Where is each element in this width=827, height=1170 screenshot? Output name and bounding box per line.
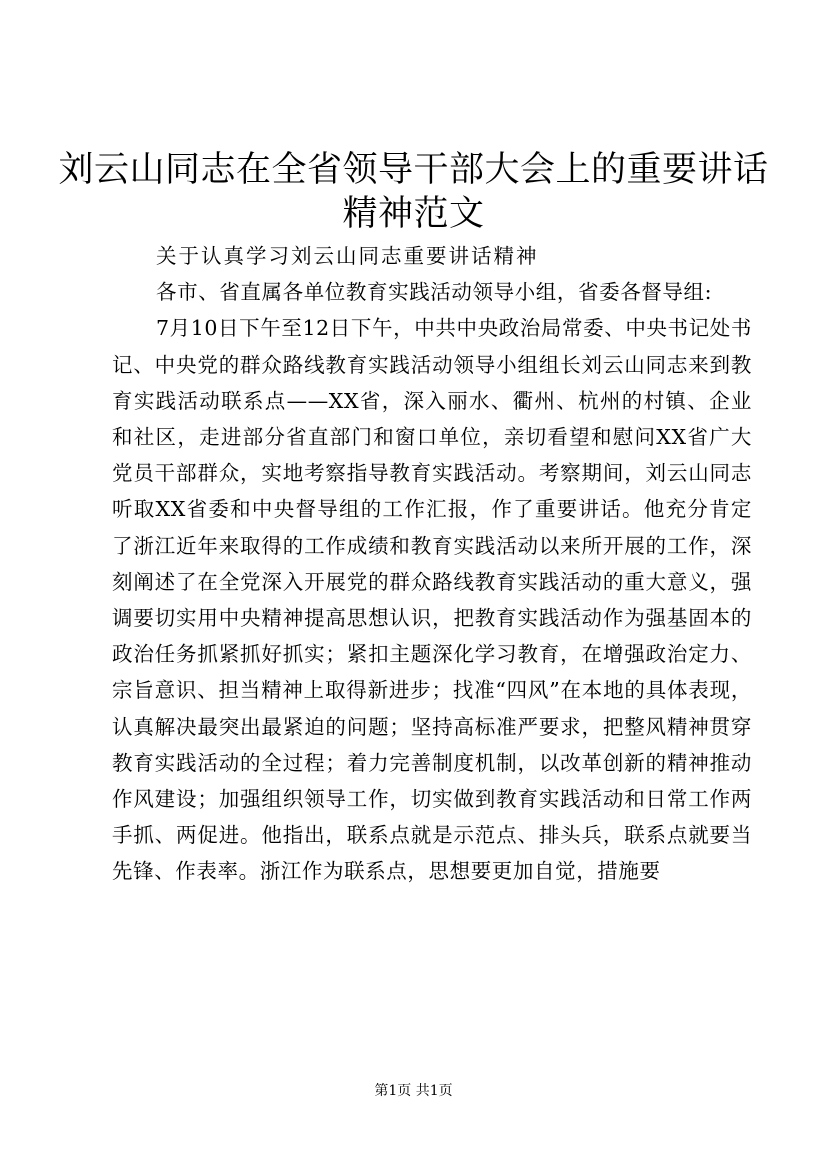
document-title-line-1: 刘云山同志在全省领导干部大会上的重要讲话 — [58, 150, 769, 190]
document-title-line-2: 精神范文 — [342, 194, 485, 234]
document-body — [112, 238, 752, 890]
page-footer: 第1页 共1页 — [374, 1083, 453, 1099]
document-subtitle: 关于认真学习刘云山同志重要讲话精神 — [156, 244, 539, 268]
document-body-paragraph: 7月10日下午至12日下午，中共中央政治局常委、中央书记处书记、中央党的群众路线教育实践活动领导小组组长刘云山同志来到教育实践活动联系点——XX省，深入丽水、衢州、杭州的村镇、企业和社区，走进部分省直部门和窗口单位，亲切看望和慰问XX省广大党员干部群众，实地考察指导教育实践活动。考察期间，刘云山同志听取XX省委和中央督导组的工作汇报，作了重要讲话。他充分肯定了浙江近年来取得的工作成绩和教育实践活动以来所开展的工作，深刻阐述了在全党深入开展党的群众路线教育实践活动的重大意义，强调要切实用中央精神提高思想认识，把教育实践活动作为强基固本的政治任务抓紧抓好抓实；紧扣主题深化学习教育，在增强政治定力、宗旨意识、担当精神上取得新进步；找准“四风”在本地的具体表现，认真解决最突出最紧迫的问题；坚持高标准严要求，把整风精神贯穿教育实践活动的全过程；着力完善制度机制，以改革创新的精神推动作风建设；加强组织领导工作，切实做到教育实践活动和日常工作两手抓、两促进。他指出，联系点就是示范点、排头兵，联系点就要当先锋、作表率。浙江作为联系点，思想要更加自觉，措施要 — [112, 316, 752, 884]
document-salutation: 各市、省直属各单位教育实践活动领导小组，省委各督导组: — [156, 280, 713, 305]
